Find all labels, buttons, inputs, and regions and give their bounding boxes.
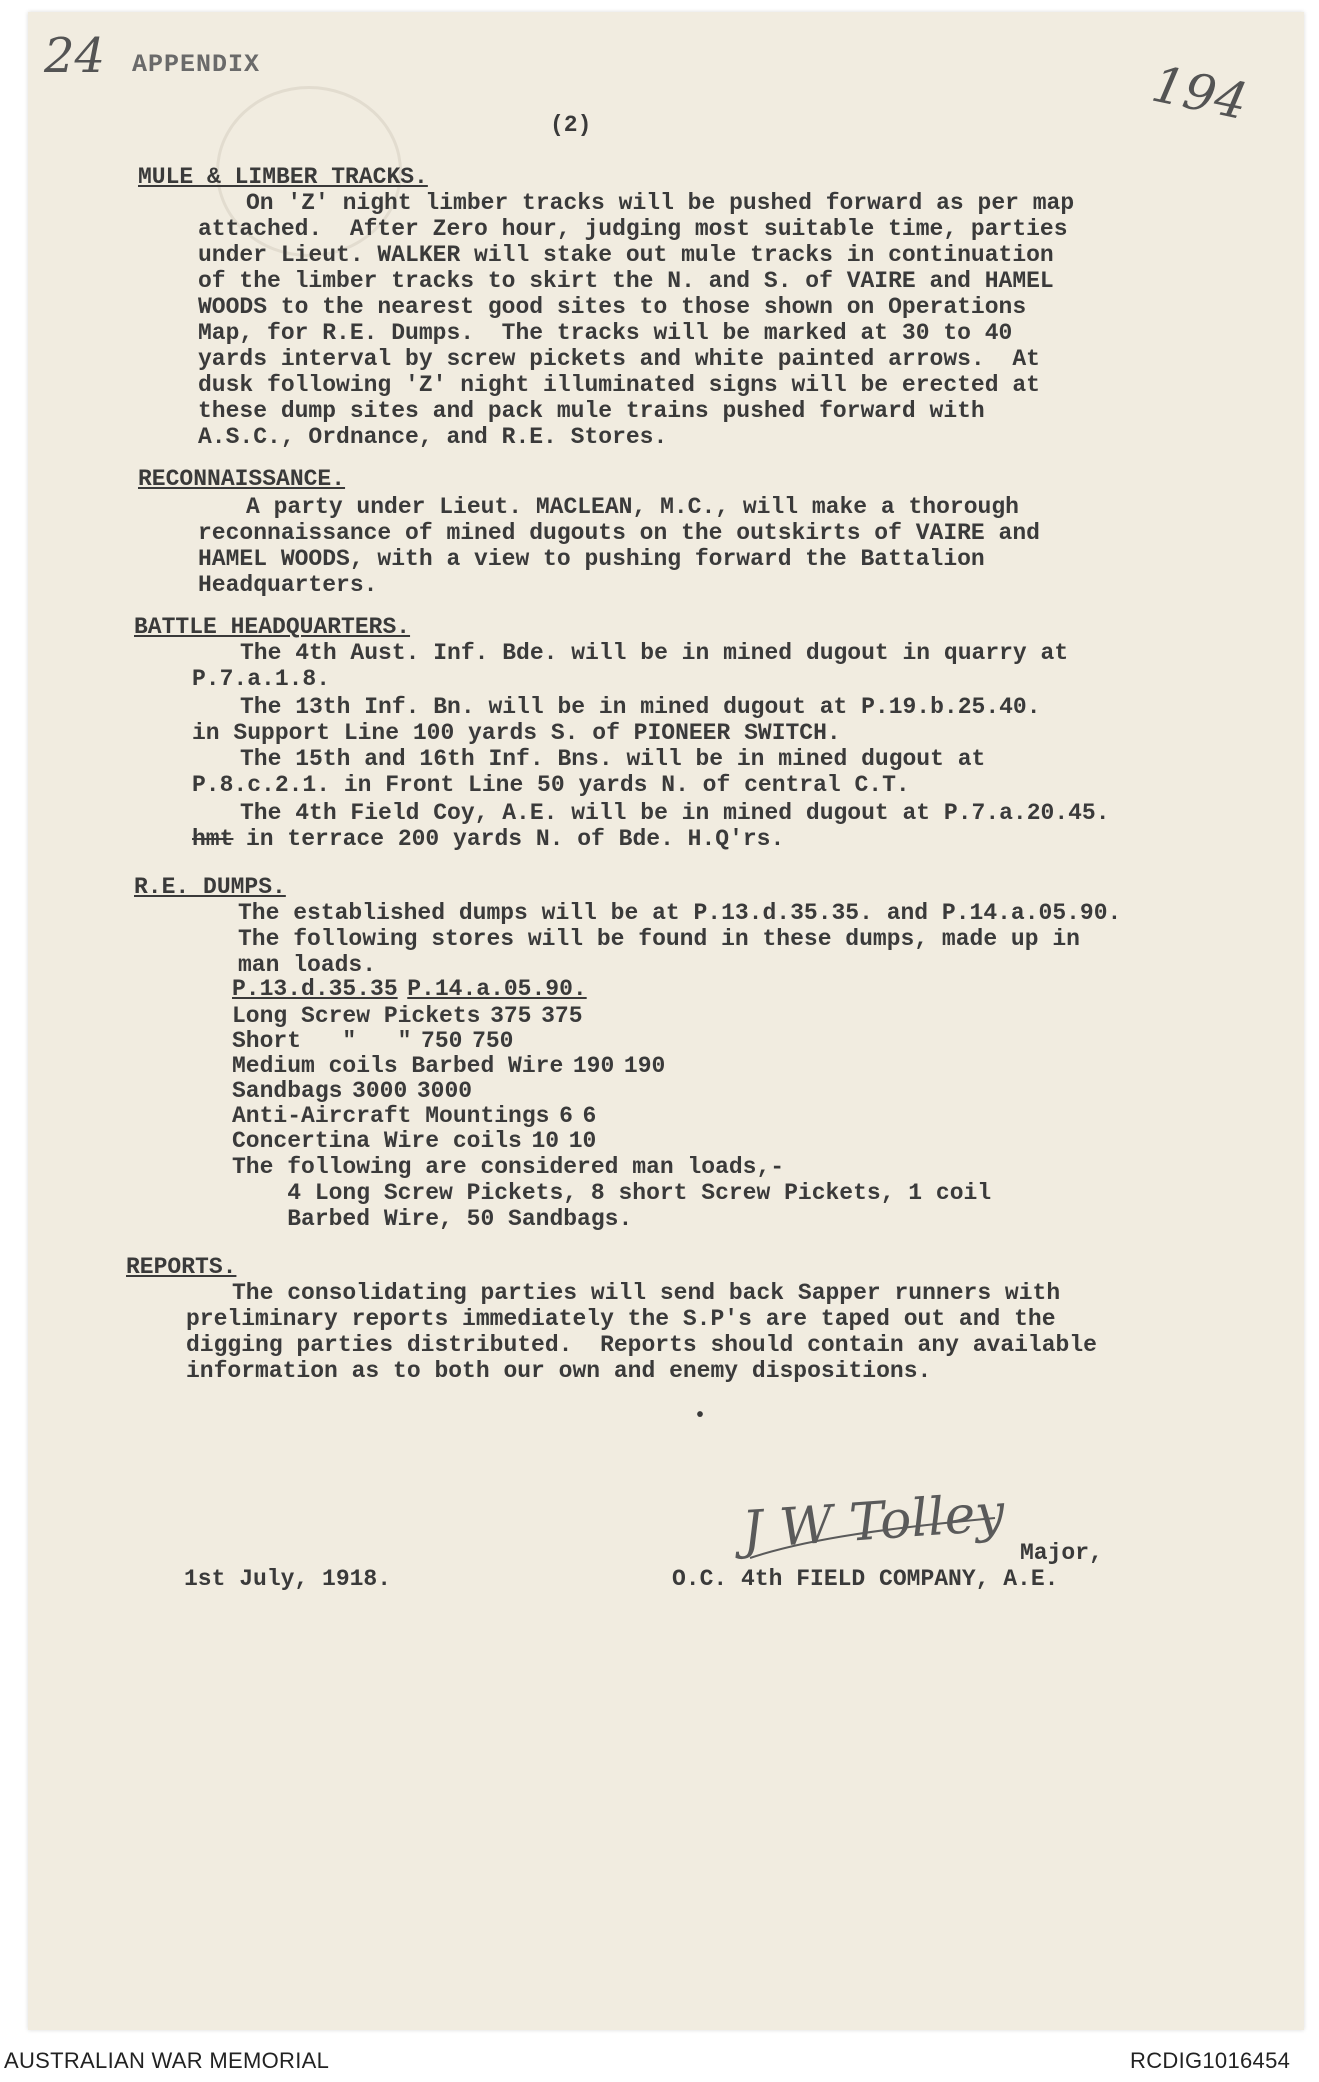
heading-mule-limber-tracks: MULE & LIMBER TRACKS.	[138, 164, 428, 190]
page-marker: (2)	[550, 112, 592, 138]
text-line: The established dumps will be at P.13.d.35.35. and P.14.a.05.90.	[238, 900, 1122, 926]
table-row	[232, 1003, 1092, 1028]
store-qty-b: 3000	[416, 1078, 473, 1104]
text-line: information as to both our own and enemy dispositions.	[186, 1358, 932, 1384]
handwritten-signature: J W Tolley	[740, 1482, 1007, 1562]
text-line: of the limber tracks to skirt the N. and S. of VAIRE and HAMEL	[198, 268, 1054, 294]
text-line: WOODS to the nearest good sites to those shown on Operations	[198, 294, 1027, 320]
text-line: in terrace 200 yards N. of Bde. H.Q'rs.	[246, 826, 785, 852]
store-qty-a: 750	[421, 1028, 463, 1054]
footer-record-id: RCDIG1016454	[1130, 2048, 1291, 2073]
text-line: A.S.C., Ordnance, and R.E. Stores.	[198, 424, 668, 450]
store-item: Long Screw Pickets	[232, 1003, 481, 1029]
text-line: The 4th Aust. Inf. Bde. will be in mined dugout in quarry at	[240, 640, 1069, 666]
store-qty-b: 10	[568, 1128, 597, 1154]
text-line: The following stores will be found in these dumps, made up in	[238, 926, 1080, 952]
text-line: The 4th Field Coy, A.E. will be in mined dugout at P.7.a.20.45.	[240, 800, 1110, 826]
store-qty-b: 6	[582, 1103, 597, 1129]
heading-re-dumps: R.E. DUMPS.	[134, 874, 286, 900]
store-qty-a: 10	[531, 1128, 560, 1154]
table-row	[232, 1103, 1092, 1128]
text-line: man loads.	[238, 952, 377, 978]
table-row	[232, 1128, 1092, 1153]
ink-dot: •	[694, 1405, 707, 1428]
text-line: The 13th Inf. Bn. will be in mined dugout at P.19.b.25.40.	[240, 694, 1041, 720]
text-line: in Support Line 100 yards S. of PIONEER SWITCH.	[192, 720, 841, 746]
text-line: The following are considered man loads,-	[232, 1154, 785, 1180]
heading-reports: REPORTS.	[126, 1254, 237, 1280]
signatory-unit: O.C. 4th FIELD COMPANY, A.E.	[672, 1566, 1059, 1592]
text-line: 4 Long Screw Pickets, 8 short Screw Pickets, 1 coil	[232, 1180, 992, 1206]
text-line: Map, for R.E. Dumps. The tracks will be marked at 30 to 40	[198, 320, 1013, 346]
text-line: The consolidating parties will send back Sapper runners with	[232, 1280, 1061, 1306]
text-line: HAMEL WOODS, with a view to pushing forward the Battalion	[198, 546, 985, 572]
text-line: reconnaissance of mined dugouts on the outskirts of VAIRE and	[198, 520, 1040, 546]
table-row	[232, 1078, 1092, 1103]
table-row	[232, 1053, 1092, 1078]
text-line: Headquarters.	[198, 572, 378, 598]
signatory-rank: Major,	[1020, 1540, 1103, 1566]
store-qty-b: 375	[541, 1003, 583, 1029]
store-qty-b: 750	[472, 1028, 514, 1054]
store-item: Anti-Aircraft Mountings	[232, 1103, 550, 1129]
footer-institution: AUSTRALIAN WAR MEMORIAL	[4, 2048, 330, 2073]
text-line: preliminary reports immediately the S.P's are taped out and the	[186, 1306, 1056, 1332]
store-qty-a: 3000	[352, 1078, 408, 1104]
text-line: On 'Z' night limber tracks will be pushed forward as per map	[246, 190, 1075, 216]
column-header: P.14.a.05.90.	[407, 976, 587, 1002]
store-qty-a: 190	[572, 1053, 615, 1079]
store-item: Short " "	[232, 1028, 412, 1054]
appendix-stamp: APPENDIX	[132, 50, 261, 79]
document-date: 1st July, 1918.	[184, 1566, 392, 1592]
store-qty-b: 190	[623, 1053, 666, 1079]
text-line: The 15th and 16th Inf. Bns. will be in mined dugout at	[240, 746, 986, 772]
table-row	[232, 1028, 1092, 1053]
heading-battle-headquarters: BATTLE HEADQUARTERS.	[134, 614, 411, 640]
dump-stores-table	[232, 976, 1092, 1153]
text-line: attached. After Zero hour, judging most suitable time, parties	[198, 216, 1068, 242]
text-line: Barbed Wire, 50 Sandbags.	[232, 1206, 633, 1232]
store-item: Concertina Wire coils	[232, 1128, 522, 1154]
store-item: Medium coils Barbed Wire	[232, 1053, 564, 1079]
text-line: P.7.a.1.8.	[192, 666, 331, 692]
heading-reconnaissance: RECONNAISSANCE.	[138, 466, 346, 492]
text-line: these dump sites and pack mule trains pushed forward with	[198, 398, 985, 424]
signature-flourish	[740, 1498, 1000, 1568]
text-line: dusk following 'Z' night illuminated signs will be erected at	[198, 372, 1040, 398]
struck-word: hmt	[192, 826, 234, 852]
text-line: under Lieut. WALKER will stake out mule tracks in continuation	[198, 242, 1054, 268]
store-qty-a: 375	[490, 1003, 532, 1029]
page-number-handwritten: 194	[1147, 54, 1253, 132]
folio-number: 24	[44, 28, 106, 84]
table-header-row	[232, 976, 1092, 1001]
text-line: yards interval by screw pickets and white painted arrows. At	[198, 346, 1040, 372]
text-line: digging parties distributed. Reports should contain any available	[186, 1332, 1097, 1358]
text-line: P.8.c.2.1. in Front Line 50 yards N. of central C.T.	[192, 772, 910, 798]
column-header: P.13.d.35.35	[232, 976, 398, 1002]
store-qty-a: 6	[559, 1103, 573, 1129]
store-item: Sandbags	[232, 1078, 343, 1104]
text-line: A party under Lieut. MACLEAN, M.C., will make a thorough	[246, 494, 1019, 520]
